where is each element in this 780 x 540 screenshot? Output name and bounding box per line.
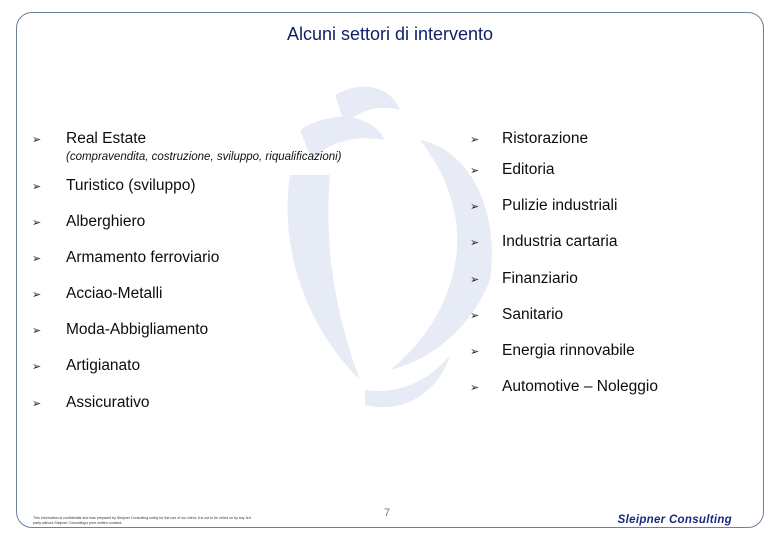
list-item [32,177,196,195]
arrow-bullet-icon: ➢ [470,381,480,394]
slide-frame [16,12,764,528]
sector-label: Industria cartaria [502,233,618,250]
arrow-bullet-icon: ➢ [32,216,42,229]
confidentiality-note: This information is confidential and was prepared by Sleipner Consulting solely for the use of our client; it is not to be relied on by any 3rd party without Sleipner Consulting's prior written consent. [33,516,251,525]
arrow-bullet-icon: ➢ [32,360,42,373]
list-item [32,213,145,231]
arrow-bullet-icon: ➢ [470,345,480,358]
list-item [32,357,140,375]
sector-label: Assicurativo [66,394,150,411]
arrow-bullet-icon: ➢ [32,288,42,301]
list-item [32,285,162,303]
sector-label: Finanziario [502,270,578,287]
arrow-bullet-icon: ➢ [32,180,42,193]
list-item [470,270,578,288]
list-item [32,321,208,339]
arrow-bullet-icon: ➢ [470,133,480,146]
page-number: 7 [384,507,391,519]
arrow-bullet-icon: ➢ [32,324,42,337]
arrow-bullet-icon: ➢ [470,164,480,177]
sector-label: Armamento ferroviario [66,249,220,266]
sector-label: Energia rinnovabile [502,342,635,359]
arrow-bullet-icon: ➢ [32,133,42,146]
list-item [470,161,555,179]
list-item [32,249,219,267]
sector-label: Real Estate [66,130,147,147]
sector-label: Alberghiero [66,213,146,230]
sector-label: Automotive – Noleggio [502,378,658,395]
brand-name: Sleipner Consulting [617,514,732,526]
list-item [470,306,563,324]
arrow-bullet-icon: ➢ [470,236,480,249]
list-item [32,130,146,148]
sector-label: Acciao-Metalli [66,285,163,302]
real-estate-note: (compravendita, costruzione, sviluppo, riqualificazioni) [66,151,342,163]
list-item [32,394,150,412]
sector-label: Moda-Abbigliamento [66,321,209,338]
sector-label: Editoria [502,161,555,178]
sector-label: Artigianato [66,357,141,374]
arrow-bullet-icon: ➢ [470,273,480,286]
arrow-bullet-icon: ➢ [470,309,480,322]
arrow-bullet-icon: ➢ [470,200,480,213]
list-item [470,197,617,215]
arrow-bullet-icon: ➢ [32,252,42,265]
list-item [470,233,617,251]
list-item [470,342,635,360]
list-item [470,378,658,396]
sector-label: Pulizie industriali [502,197,618,214]
arrow-bullet-icon: ➢ [32,397,42,410]
sector-label: Turistico (sviluppo) [66,177,196,194]
list-item [470,130,588,148]
sector-label: Ristorazione [502,130,589,147]
sector-label: Sanitario [502,306,564,323]
slide-title: Alcuni settori di intervento [286,24,494,44]
